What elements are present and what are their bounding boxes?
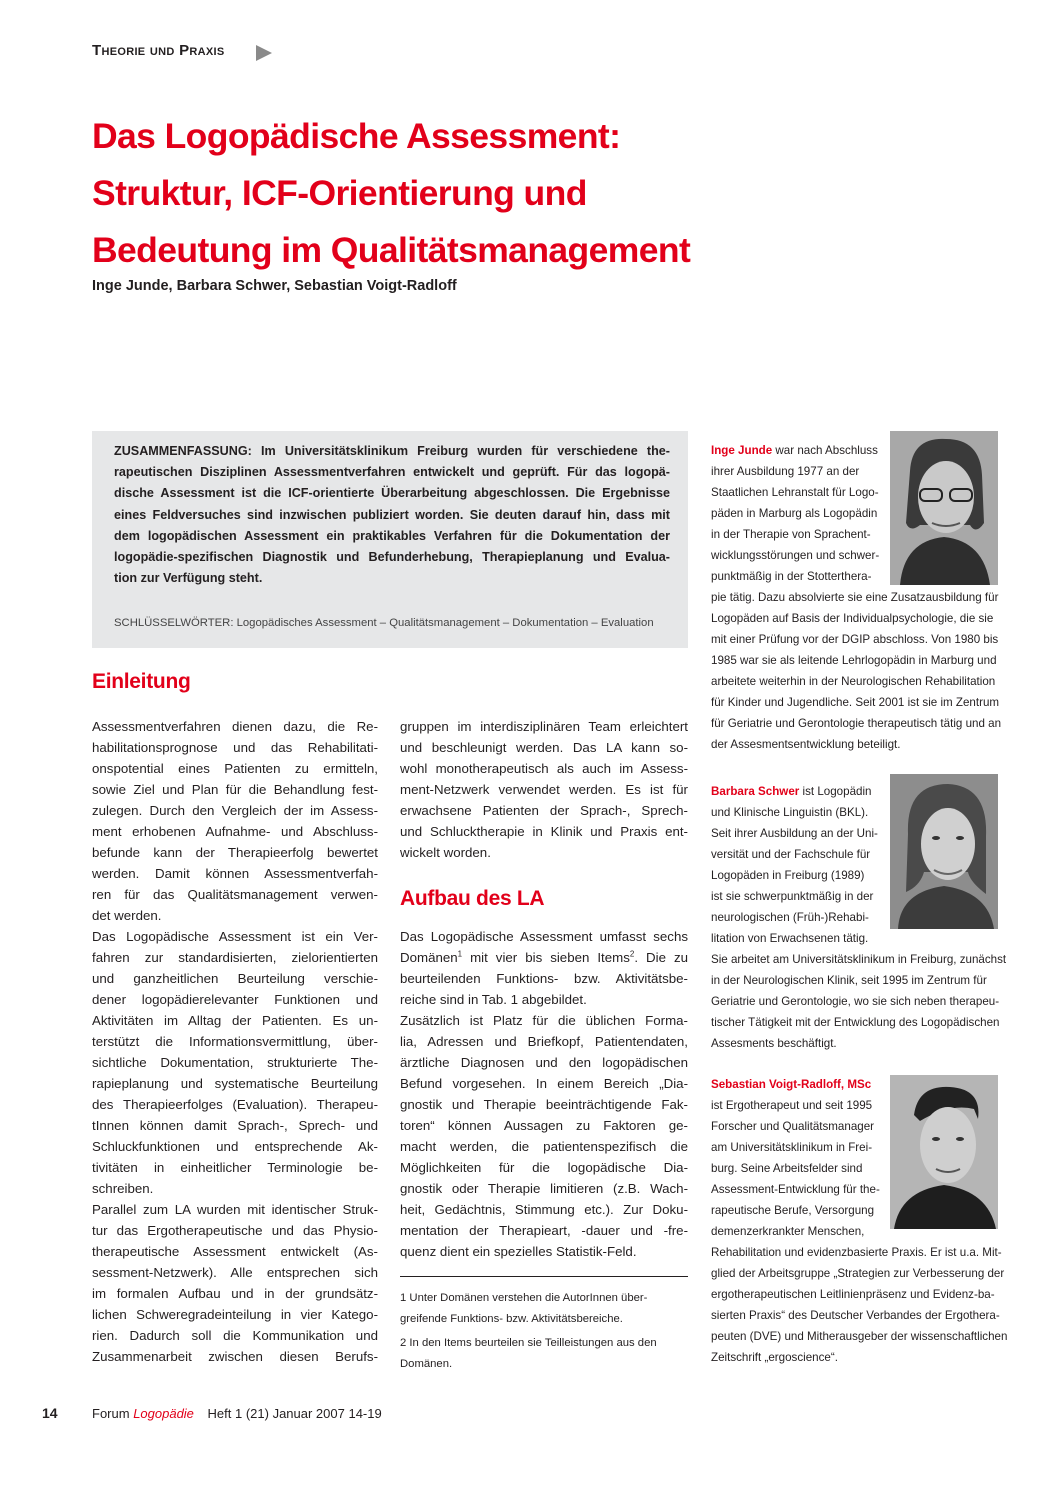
abstract-line: ZUSAMMENFASSUNG: Im Universitätsklinikum Freiburg wurden für verschiedene the- bbox=[114, 444, 670, 458]
abstract-line: dische Assessment ist die ICF-orientierte Überarbeitung abgeschlossen. Die Ergebnisse bbox=[114, 486, 670, 501]
bio-line: Logopäden auf Basis der Individualpsychologie, die sie bbox=[711, 612, 994, 625]
title-line: Struktur, ICF-Orientierung und bbox=[92, 173, 587, 213]
text-line: Aktivitäten im Alltag der Patienten. Es un- bbox=[92, 1013, 378, 1028]
abstract-line: tion zur Verfügung steht. bbox=[114, 571, 263, 586]
bio-line: Geriatrie und Gerontologie, wo sie sich neben therapeu- bbox=[711, 995, 1000, 1008]
text-line: gnostik oder Therapie limitieren (z.B. Wach- bbox=[400, 1181, 688, 1196]
bio-line: mit einer Prüfung vor der DGIP abschloss. Von 1980 bis bbox=[711, 633, 999, 646]
text-line: onspotential eines Patienten zu ermitteln, bbox=[92, 761, 378, 776]
text-line: ärztliche Diagnosen und den logopädischen bbox=[400, 1055, 688, 1070]
text-line: und beschleunigt werden. Das LA kann so- bbox=[400, 740, 688, 755]
bio-line: päden in Marburg als Logopädin bbox=[711, 507, 878, 520]
article-title bbox=[92, 108, 812, 279]
text-line: lia, Adressen und Briefkopf, Patientendaten, bbox=[400, 1034, 688, 1049]
text-line: und ganzheitlichen Beurteilung verschie- bbox=[92, 971, 378, 986]
text-line: sessment-Netzwerk). Alle entsprechen sich bbox=[92, 1265, 378, 1280]
bio-line: peuten (DVE) und Mitherausgeber der wissenschaftlichen bbox=[711, 1330, 1008, 1343]
bio-name: Sebastian Voigt-Radloff, MSc bbox=[711, 1078, 872, 1091]
text-line: sowie Ziel und Plan für die Behandlung fest- bbox=[92, 782, 378, 797]
text-line: Das Logopädische Assessment ist ein Ver- bbox=[92, 929, 378, 944]
text-line: im formalen Aufbau und in der grundsätz- bbox=[92, 1286, 378, 1301]
bio-line: Staatlichen Lehranstalt für Logo- bbox=[711, 486, 879, 499]
text-line: Assessmentverfahren dienen dazu, die Re- bbox=[92, 719, 378, 734]
text-line: ment erhobenen Aufnahme- und Abschluss- bbox=[92, 824, 378, 839]
bio-voigt-radloff bbox=[711, 1074, 1008, 1368]
text-line: erwachsene Patienten der Sprach-, Sprech- bbox=[400, 803, 688, 818]
text-line: werden. Damit können Assessmentverfah- bbox=[92, 866, 378, 881]
heading-aufbau: Aufbau des LA bbox=[400, 887, 545, 910]
bio-first-line bbox=[711, 440, 1001, 461]
bio-line: Rehabilitation und evidenzbasierte Praxis. Er ist u.a. Mit- bbox=[711, 1246, 1002, 1259]
footnote-2 bbox=[400, 1333, 690, 1374]
authors: Inge Junde, Barbara Schwer, Sebastian Voigt-Radloff bbox=[92, 278, 457, 294]
page-number: 14 bbox=[42, 1405, 58, 1421]
text-line: Parallel zum LA wurden mit identischer Struk- bbox=[92, 1202, 378, 1217]
bio-line: burg. Seine Arbeitsfelder sind bbox=[711, 1162, 863, 1175]
text-line: terstützt die Informationsvermittlung, über- bbox=[92, 1034, 378, 1049]
text-line: zulegen. Durch den Vergleich der im Assess- bbox=[92, 803, 378, 818]
text-line: tInnen können damit Sprach-, Sprech- und bbox=[92, 1118, 378, 1133]
text-line: befunde kann der Therapieerfolg bewertet bbox=[92, 845, 378, 860]
abstract-line: dem logopädischen Assessment ein praktikables Verfahren für die Dokumentation der bbox=[114, 528, 670, 543]
text-line: Möglichkeiten für die logopädische Dia- bbox=[400, 1160, 688, 1175]
bio-line: tischer Tätigkeit mit der Entwicklung des Logopädischen bbox=[711, 1016, 1000, 1029]
text-line: Das Logopädische Assessment umfasst sechs bbox=[400, 929, 688, 944]
bio-line: glied der Arbeitsgruppe „Strategien zur Verbesserung der bbox=[711, 1267, 1005, 1280]
text-line: rien. Dadurch soll die Kommunikation und bbox=[92, 1328, 378, 1343]
bio-line: demenzerkrankter Menschen, bbox=[711, 1225, 865, 1238]
bio-name: Inge Junde bbox=[711, 444, 773, 457]
abstract-line: logopädie-spezifischen Diagnostik und Befunderhebung, Therapieplanung und Evalua- bbox=[114, 550, 670, 565]
abstract-line: rapeutischen Disziplinen Assessmentverfahren entwickelt und geprüft. Für das logopä- bbox=[114, 465, 670, 480]
text-line: dener logopädierelevanter Funktionen und bbox=[92, 992, 378, 1007]
bio-line: Assessment-Entwicklung für the- bbox=[711, 1183, 880, 1196]
text-line: fahren zur standardisierten, zielorientierten bbox=[92, 950, 378, 965]
bio-line: in der Therapie von Sprachent- bbox=[711, 528, 871, 541]
bio-line: ihrer Ausbildung 1977 an der bbox=[711, 465, 860, 478]
text-line: toren“ können Aussagen zu Faktoren ge- bbox=[400, 1118, 688, 1133]
title-line: Das Logopädische Assessment: bbox=[92, 116, 621, 156]
footnote-line: 2 In den Items beurteilen sie Teilleistungen aus den bbox=[400, 1337, 657, 1349]
abstract-text bbox=[114, 441, 670, 589]
heading-einleitung: Einleitung bbox=[92, 670, 191, 693]
bio-line: ist Ergotherapeut und seit 1995 bbox=[711, 1099, 873, 1112]
text-line: und Schlucktherapie in Klinik und Praxis ent- bbox=[400, 824, 688, 839]
bio-line: rapeutische Berufe, Versorgung bbox=[711, 1204, 875, 1217]
footnotes bbox=[400, 1288, 690, 1378]
text-line: Zusammenarbeit zwischen diesen Berufs- bbox=[92, 1349, 378, 1364]
section-label: Theorie und Praxis bbox=[92, 42, 225, 59]
bio-line: Forscher und Qualitätsmanager bbox=[711, 1120, 875, 1133]
bio-line: ergotherapeutischen Leitlinienpräsenz und Evidenz-ba- bbox=[711, 1288, 995, 1301]
bio-name: Barbara Schwer bbox=[711, 785, 800, 798]
text-line: ren für das Qualitätsmanagement verwen- bbox=[92, 887, 378, 902]
column-1-text bbox=[92, 716, 378, 1367]
footer-journal: Logopädie bbox=[133, 1406, 194, 1421]
text-line: tivitäten in einheitlicher Terminologie be- bbox=[92, 1160, 378, 1175]
bio-line: arbeitete weiterhin in der Neurologischen Rehabilitation bbox=[711, 675, 996, 688]
text-line: beurteilenden Funktions- bzw. Aktivitätsbe- bbox=[400, 971, 688, 986]
footer bbox=[92, 1406, 382, 1421]
bio-line: Zeitschrift „ergoscience“. bbox=[711, 1351, 838, 1364]
bio-line: der Assesmentsentwicklung beteiligt. bbox=[711, 738, 901, 751]
text-line: des Therapieerfolges (Evaluation). Therapeu- bbox=[92, 1097, 378, 1112]
footnote-divider bbox=[400, 1276, 688, 1277]
bio-line: versität und der Fachschule für bbox=[711, 848, 871, 861]
bio-line: Seit ihrer Ausbildung an der Uni- bbox=[711, 827, 878, 840]
column-2-text bbox=[400, 926, 688, 1262]
bio-line: ist sie schwerpunktmäßig in der bbox=[711, 890, 874, 903]
text-line: gruppen im interdisziplinären Team erleichtert bbox=[400, 719, 688, 734]
bio-line: litation von Erwachsenen tätig. bbox=[711, 932, 869, 945]
text-line: ment-Netzwerk verwendet werden. Es ist für bbox=[400, 782, 688, 797]
bio-first-text: war nach Abschluss bbox=[772, 444, 878, 457]
text-line: det werden. bbox=[92, 908, 162, 923]
bio-line: Sie arbeitet am Universitätsklinikum in Freiburg, zunächst bbox=[711, 953, 1007, 966]
text-line: mentation der Therapieart, -dauer und -fre- bbox=[400, 1223, 688, 1238]
keywords: SCHLÜSSELWÖRTER: Logopädisches Assessment – Qualitätsmanagement – Dokumentation – Evaluation bbox=[114, 617, 654, 629]
bio-line: für Geriatrie und Gerontologie therapeutisch tätig und an bbox=[711, 717, 1002, 730]
bio-first-line bbox=[711, 781, 1001, 802]
bio-line: sierten Praxis“ des Deutscher Verbandes der Ergothera- bbox=[711, 1309, 1000, 1322]
bio-line: für Kinder und Jugendliche. Seit 2001 ist sie im Zentrum bbox=[711, 696, 1000, 709]
text-line: wickelt worden. bbox=[400, 845, 491, 860]
text-line: wohl monotherapeutisch als auch im Assess- bbox=[400, 761, 688, 776]
abstract-line: eines Feldversuches sind inzwischen publiziert worden. Sie deuten darauf hin, dass mit bbox=[114, 507, 670, 522]
column-2-intro-text bbox=[400, 716, 688, 863]
text-line: heit, Gedächtnis, Stimmung etc.). Zur Doku- bbox=[400, 1202, 688, 1217]
bio-line: 1985 war sie als leitende Lehrlogopädin in Marburg und bbox=[711, 654, 997, 667]
text-line: quenz dient ein spezielles Statistik-Feld. bbox=[400, 1244, 637, 1259]
text-line: rapieplanung und systematische Beurteilung bbox=[92, 1076, 378, 1091]
text-line: reiche sind in Tab. 1 abgebildet. bbox=[400, 992, 587, 1007]
bio-line: punktmäßig in der Stotterthera- bbox=[711, 570, 872, 583]
title-line: Bedeutung im Qualitätsmanagement bbox=[92, 230, 691, 270]
bio-junde bbox=[711, 440, 1001, 755]
text-line: schreiben. bbox=[92, 1181, 154, 1196]
bio-first-text: ist Logopädin bbox=[799, 785, 872, 798]
text-line: gnostik und Therapie beeinträchtigende Fak- bbox=[400, 1097, 688, 1112]
bio-line: in der Neurologischen Klinik, seit 1995 im Zentrum für bbox=[711, 974, 987, 987]
text-line: Zusätzlich ist Platz für die üblichen Forma- bbox=[400, 1013, 688, 1028]
text-line: Befund vorgesehen. In einem Bereich „Dia- bbox=[400, 1076, 688, 1091]
bio-line: am Universitätsklinikum in Frei- bbox=[711, 1141, 873, 1154]
footnote-1 bbox=[400, 1288, 690, 1329]
text-line: Schluckfunktionen und entsprechende Ak- bbox=[92, 1139, 378, 1154]
footer-forum: Forum bbox=[92, 1406, 130, 1421]
text-line: sichtliche Dokumentation, strukturierte The- bbox=[92, 1055, 378, 1070]
bio-line: Assesments beschäftigt. bbox=[711, 1037, 837, 1050]
footnote-line: Domänen. bbox=[400, 1357, 453, 1370]
bio-line: neurologischen (Früh-)Rehabi- bbox=[711, 911, 869, 924]
footnote-line: 1 Unter Domänen verstehen die AutorInnen über- bbox=[400, 1292, 648, 1304]
bio-line: Logopäden in Freiburg (1989) bbox=[711, 869, 865, 882]
text-line: macht werden, die patientenspezifisch die bbox=[400, 1139, 688, 1154]
bio-first-line bbox=[711, 1074, 1001, 1095]
footer-issue: Heft 1 (21) Januar 2007 14-19 bbox=[207, 1406, 382, 1421]
bio-schwer bbox=[711, 781, 1007, 1054]
footnote-line: greifende Funktions- bzw. Aktivitätsbereiche. bbox=[400, 1312, 623, 1325]
bio-line: und Klinische Linguistin (BKL). bbox=[711, 806, 869, 819]
text-line: lichen Schweregradeinteilung in vier Katego- bbox=[92, 1307, 378, 1322]
bio-line: pie tätig. Dazu absolvierte sie eine Zusatzausbildung für bbox=[711, 591, 999, 604]
text-line: habilitationsprognose und das Rehabilitati- bbox=[92, 740, 378, 755]
bio-line: wicklungsstörungen und schwer- bbox=[711, 549, 880, 562]
text-line: tur das Ergotherapeutische und das Physio- bbox=[92, 1223, 378, 1238]
text-line: Domänen$^1$ mit vier bis sieben Items$^2$. Die zu bbox=[400, 949, 688, 965]
text-line: therapeutische Assessment entwickelt (As- bbox=[92, 1244, 378, 1259]
section-arrow-icon bbox=[256, 45, 272, 61]
